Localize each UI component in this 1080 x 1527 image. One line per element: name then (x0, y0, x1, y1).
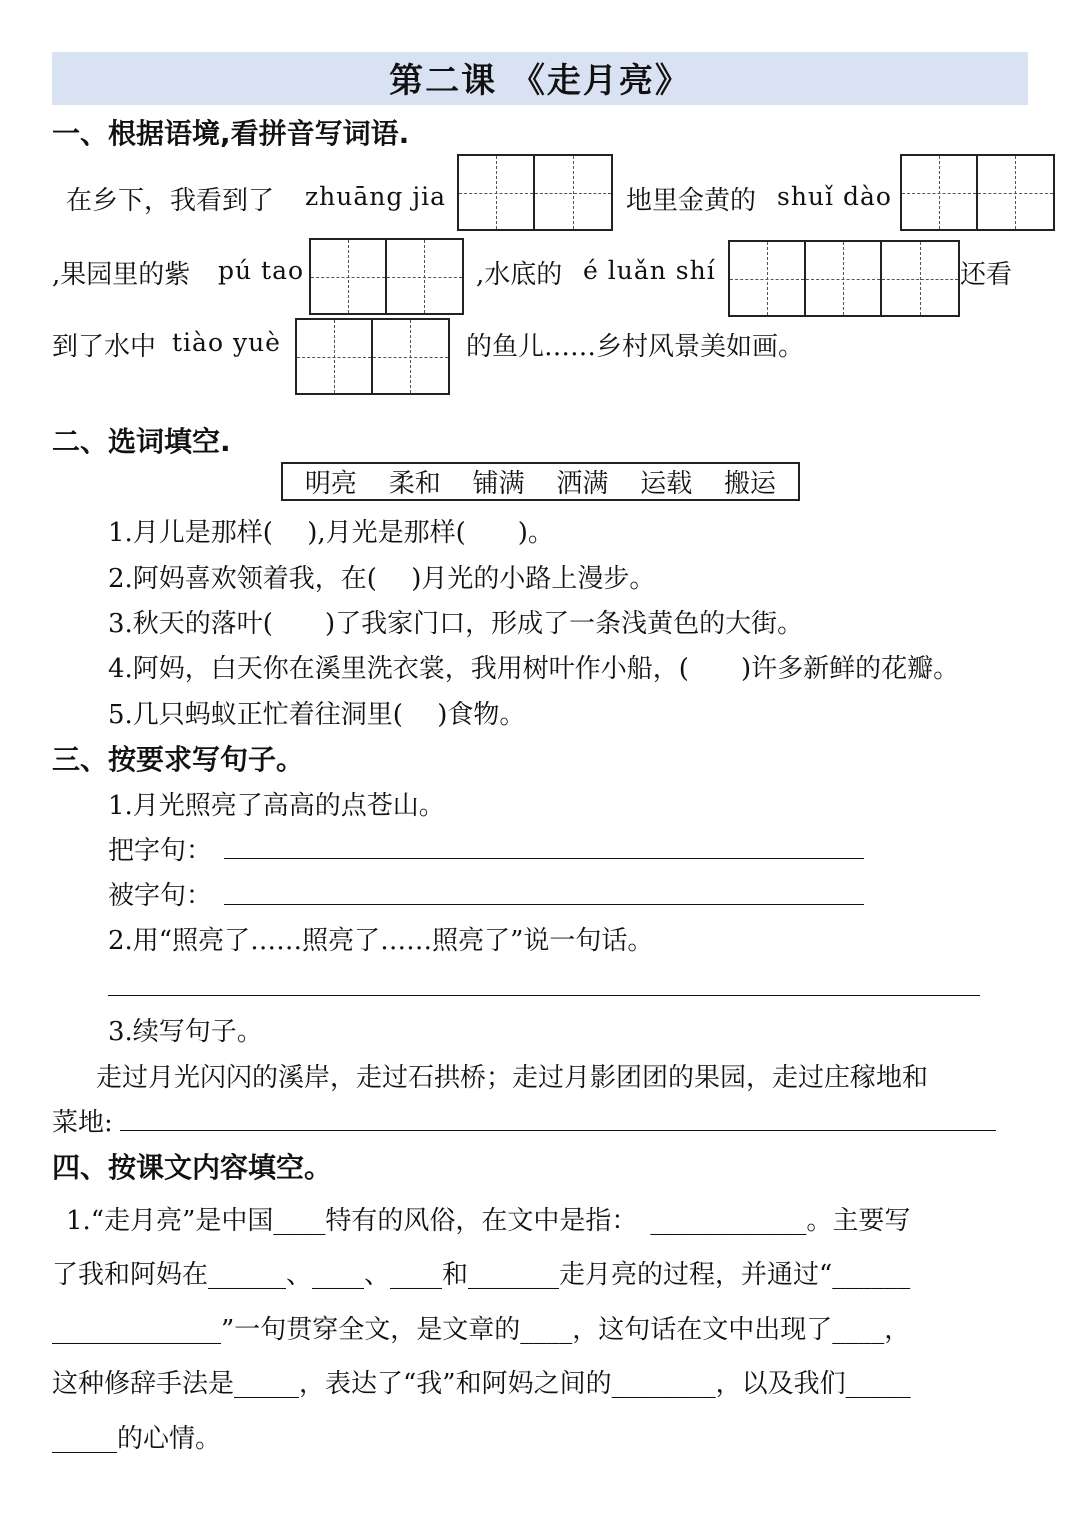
answer-cell[interactable] (882, 242, 958, 315)
answer-cell[interactable] (387, 240, 463, 313)
s1-line3-text-b: 的鱼儿……乡村风景美如画。 (466, 332, 805, 362)
answer-grid-putao[interactable] (309, 238, 464, 315)
answer-grid-eluanshi[interactable] (728, 240, 960, 317)
answer-grid-shuidao[interactable] (900, 154, 1055, 231)
s4-line5: _____的心情。 (52, 1424, 222, 1454)
answer-cell[interactable] (978, 156, 1054, 229)
bei-sentence-line[interactable] (224, 904, 864, 905)
s1-line3-text-a: 到了水中 (52, 332, 157, 362)
s3-item3: 3.续写句子。 (108, 1017, 263, 1047)
answer-cell[interactable] (459, 156, 535, 229)
s3-item3-tail: 菜地: (52, 1108, 113, 1138)
bei-sentence-label: 被字句： (108, 881, 213, 911)
pinyin-eluanshi: é luǎn shí (583, 256, 716, 285)
answer-grid-tiaoyue[interactable] (295, 318, 450, 395)
answer-cell[interactable] (311, 240, 387, 313)
fill-item-4: 4.阿妈，白天你在溪里洗衣裳，我用树叶作小船，( )许多新鲜的花瓣。 (108, 654, 960, 684)
section2-heading: 二、选词填空. (52, 425, 231, 458)
s1-line2-text-a: ,果园里的紫 (52, 260, 191, 290)
answer-cell[interactable] (373, 320, 449, 393)
word-bank-item: 运载 (640, 469, 693, 499)
pinyin-shuidao: shuǐ dào (777, 182, 892, 211)
s1-line1-text-a: 在乡下，我看到了 (66, 186, 275, 216)
answer-cell[interactable] (902, 156, 978, 229)
s3-item1: 1.月光照亮了高高的点苍山。 (108, 791, 445, 821)
answer-cell[interactable] (535, 156, 611, 229)
ba-sentence-label: 把字句： (108, 836, 213, 866)
word-bank-item: 明亮 (304, 469, 357, 499)
answer-cell[interactable] (730, 242, 806, 315)
s4-line1: 1.“走月亮”是中国____特有的风俗，在文中是指： ____________。主要写 (66, 1206, 911, 1236)
word-bank-item: 铺满 (472, 469, 525, 499)
word-bank-item: 搬运 (724, 469, 777, 499)
item2-answer-line[interactable] (108, 995, 980, 996)
ba-sentence-line[interactable] (224, 858, 864, 859)
s4-line3: _____________”一句贯穿全文，是文章的____，这句话在文中出现了____， (52, 1315, 911, 1345)
pinyin-putao: pú tao (218, 256, 305, 285)
page-title: 第二课 《走月亮》 (389, 61, 691, 101)
word-bank-item: 洒满 (556, 469, 609, 499)
s1-line2-text-b: ,水底的 (476, 260, 563, 290)
word-bank (281, 462, 800, 501)
word-bank-item: 柔和 (388, 469, 441, 499)
section4-heading: 四、按课文内容填空。 (52, 1151, 333, 1184)
answer-grid-zhuangjia[interactable] (457, 154, 613, 231)
fill-item-5: 5.几只蚂蚁正忙着往洞里( )食物。 (108, 700, 526, 730)
s4-line2: 了我和阿妈在______、____、____和_______走月亮的过程，并通过“______ (52, 1260, 911, 1290)
fill-item-2: 2.阿妈喜欢领着我，在( )月光的小路上漫步。 (108, 564, 656, 594)
fill-item-1: 1.月儿是那样( ),月光是那样( )。 (108, 518, 554, 548)
s3-item3-text: 走过月光闪闪的溪岸，走过石拱桥；走过月影团团的果园，走过庄稼地和 (96, 1063, 929, 1093)
answer-cell[interactable] (297, 320, 373, 393)
s1-line2-text-c: 还看 (960, 260, 1013, 290)
s1-line1-text-b: 地里金黄的 (626, 186, 757, 216)
pinyin-zhuangjia: zhuāng jia (305, 182, 446, 211)
s3-item2: 2.用“照亮了……照亮了……照亮了”说一句话。 (108, 926, 654, 956)
section1-heading: 一、根据语境,看拼音写词语. (52, 117, 410, 150)
answer-cell[interactable] (806, 242, 882, 315)
fill-item-3: 3.秋天的落叶( )了我家门口，形成了一条浅黄色的大街。 (108, 609, 804, 639)
pinyin-tiaoyue: tiào yuè (172, 328, 281, 357)
s4-line4: 这种修辞手法是_____，表达了“我”和阿妈之间的________，以及我们_____ (52, 1369, 911, 1399)
item3-answer-line[interactable] (120, 1130, 996, 1131)
section3-heading: 三、按要求写句子。 (52, 743, 305, 776)
